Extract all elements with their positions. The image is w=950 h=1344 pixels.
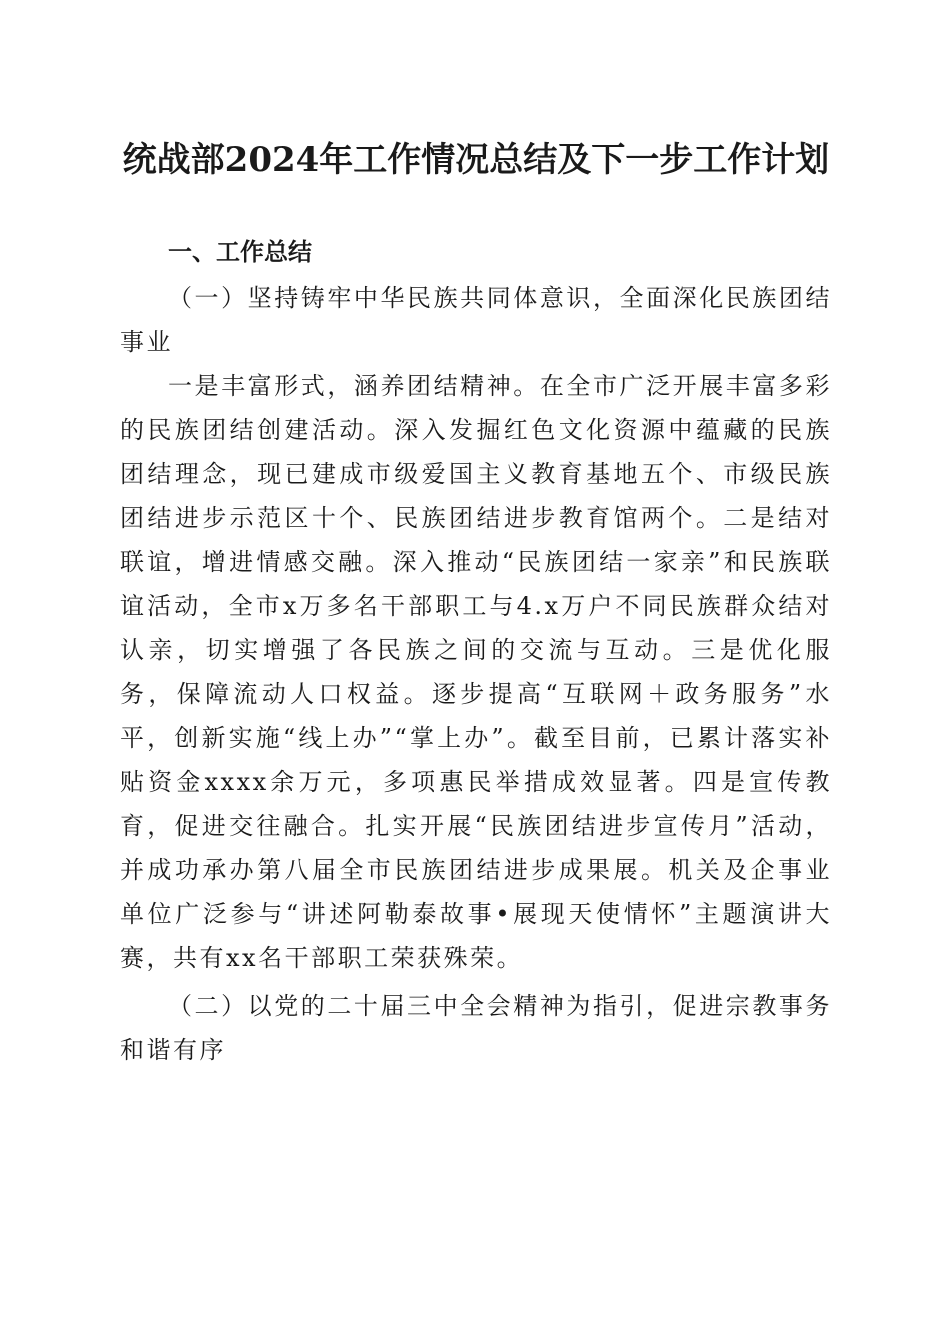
section-heading-work-summary: 一、工作总结 bbox=[168, 237, 312, 266]
subsection-heading-ethnic-unity: （一）坚持铸牢中华民族共同体意识，全面深化民族团结事业 bbox=[120, 284, 832, 356]
subsection-heading-religious-affairs: （二）以党的二十届三中全会精神为指引，促进宗教事务和谐有序 bbox=[120, 992, 832, 1064]
body-paragraph-ethnic-unity: 一是丰富形式，涵养团结精神。在全市广泛开展丰富多彩的民族团结创建活动。深入发掘红色文化资源中蕴藏的民族团结理念，现已建成市级爱国主义教育基地五个、市级民族团结进步示范区十个、民族团结进步教育馆两个。二是结对联谊，增进情感交融。深入推动“民族团结一家亲”和民族联谊活动，全市x万多名干部职工与4.x万户不同民族群众结对认亲，切实增强了各民族之间的交流与互动。三是优化服务，保障流动人口权益。逐步提高“互联网＋政务服务”水平，创新实施“线上办”“掌上办”。截至目前，已累计落实补贴资金xxxx余万元，多项惠民举措成效显著。四是宣传教育，促进交往融合。扎实开展“民族团结进步宣传月”活动，并成功承办第八届全市民族团结进步成果展。机关及企事业单位广泛参与“讲述阿勒泰故事•展现天使情怀”主题演讲大赛，共有xx名干部职工荣获殊荣。 bbox=[120, 372, 832, 972]
document-title: 统战部2024年工作情况总结及下一步工作计划 bbox=[122, 140, 830, 180]
document-page bbox=[120, 0, 832, 1072]
